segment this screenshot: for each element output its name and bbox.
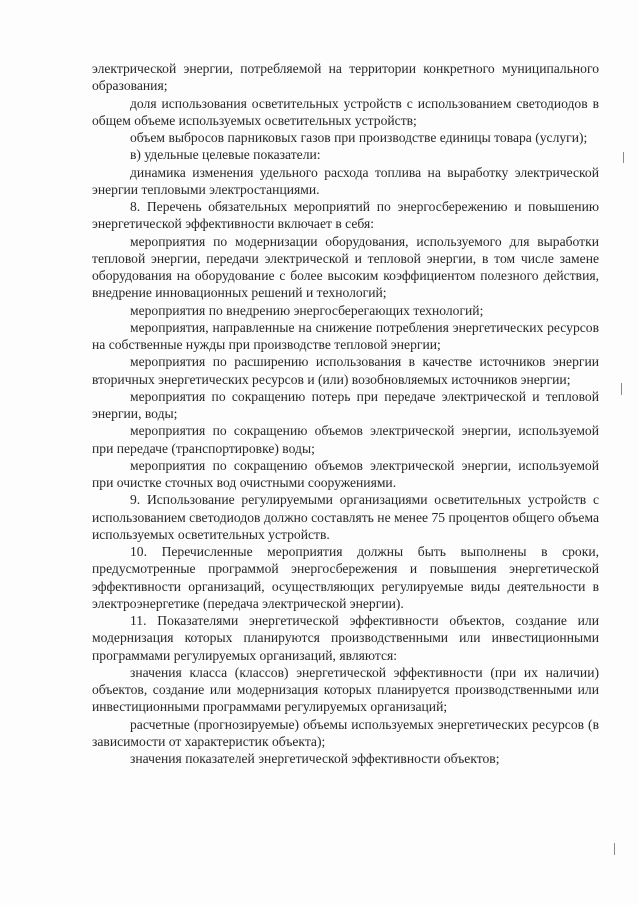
- paragraph: доля использования осветительных устройств с использованием светодиодов в общем объеме используемых осветительных устройств;: [92, 95, 599, 128]
- paragraph: в) удельные целевые показатели:: [130, 147, 321, 163]
- paragraph: значения класса (классов) энергетической эффективности (при их наличии) объектов, создание или модернизация которых планируется производственными или инвестиционными программами регулируемых организаций;: [92, 664, 599, 715]
- scan-mark: [614, 843, 615, 855]
- paragraph: мероприятия по сокращению потерь при передаче электрической и тепловой энергии, воды;: [92, 388, 599, 421]
- paragraph: мероприятия по внедрению энергосберегающих технологий;: [130, 302, 484, 318]
- paragraph: значения показателей энергетической эффективности объектов;: [130, 751, 500, 766]
- paragraph: 9. Использование регулируемыми организациями осветительных устройств с использованием светодиодов должно составлять не менее 75 процентов общего объема используемых осветительных устройств.: [92, 492, 599, 542]
- paragraph: динамика изменения удельного расхода топлива на выработку электрической энергии тепловыми электростанциями.: [92, 164, 599, 197]
- paragraph: 10. Перечисленные мероприятия должны быть выполнены в сроки, предусмотренные программой энергосбережения и повышения энергетической эффективности организаций, осуществляющих регулируемые виды деятельности в электроэнергетике (передача электрической энергии).: [92, 544, 599, 611]
- paragraph: 8. Перечень обязательных мероприятий по энергосбережению и повышению энергетической эффективности включает в себя:: [92, 199, 599, 232]
- paragraph: 11. Показателями энергетической эффективности объектов, создание или модернизация которых планируются производственными или инвестиционными программами регулируемых организаций, являются:: [92, 613, 599, 663]
- paragraph: мероприятия по сокращению объемов электрической энергии, используемой при передаче (транспортировке) воды;: [92, 423, 599, 456]
- paragraph: объем выбросов парниковых газов при производстве единицы товара (услуги);: [130, 130, 588, 145]
- paragraph: мероприятия, направленные на снижение потребления энергетических ресурсов на собственные нужды при производстве тепловой энергии;: [92, 319, 599, 352]
- document-body: [92, 60, 599, 767]
- paragraph: электрической энергии, потребляемой на территории конкретного муниципального образования;: [92, 61, 599, 94]
- paragraph: мероприятия по расширению использования в качестве источников энергии вторичных энергетических ресурсов и (или) возобновляемых источников энергии;: [92, 354, 599, 387]
- paragraph: мероприятия по модернизации оборудования, используемого для выработки тепловой энергии, передачи электрической и тепловой энергии, в том числе замене оборудования на оборудование с более высоким коэффициентом полезного действия, внедрение инновационных решений и технологий;: [92, 233, 599, 301]
- paragraph: мероприятия по сокращению объемов электрической энергии, используемой при очистке сточных вод очистными сооружениями.: [92, 457, 599, 490]
- scan-mark: [621, 383, 622, 395]
- paragraph: расчетные (прогнозируемые) объемы используемых энергетических ресурсов (в зависимости от характеристик объекта);: [92, 716, 599, 749]
- scan-mark: [623, 152, 624, 163]
